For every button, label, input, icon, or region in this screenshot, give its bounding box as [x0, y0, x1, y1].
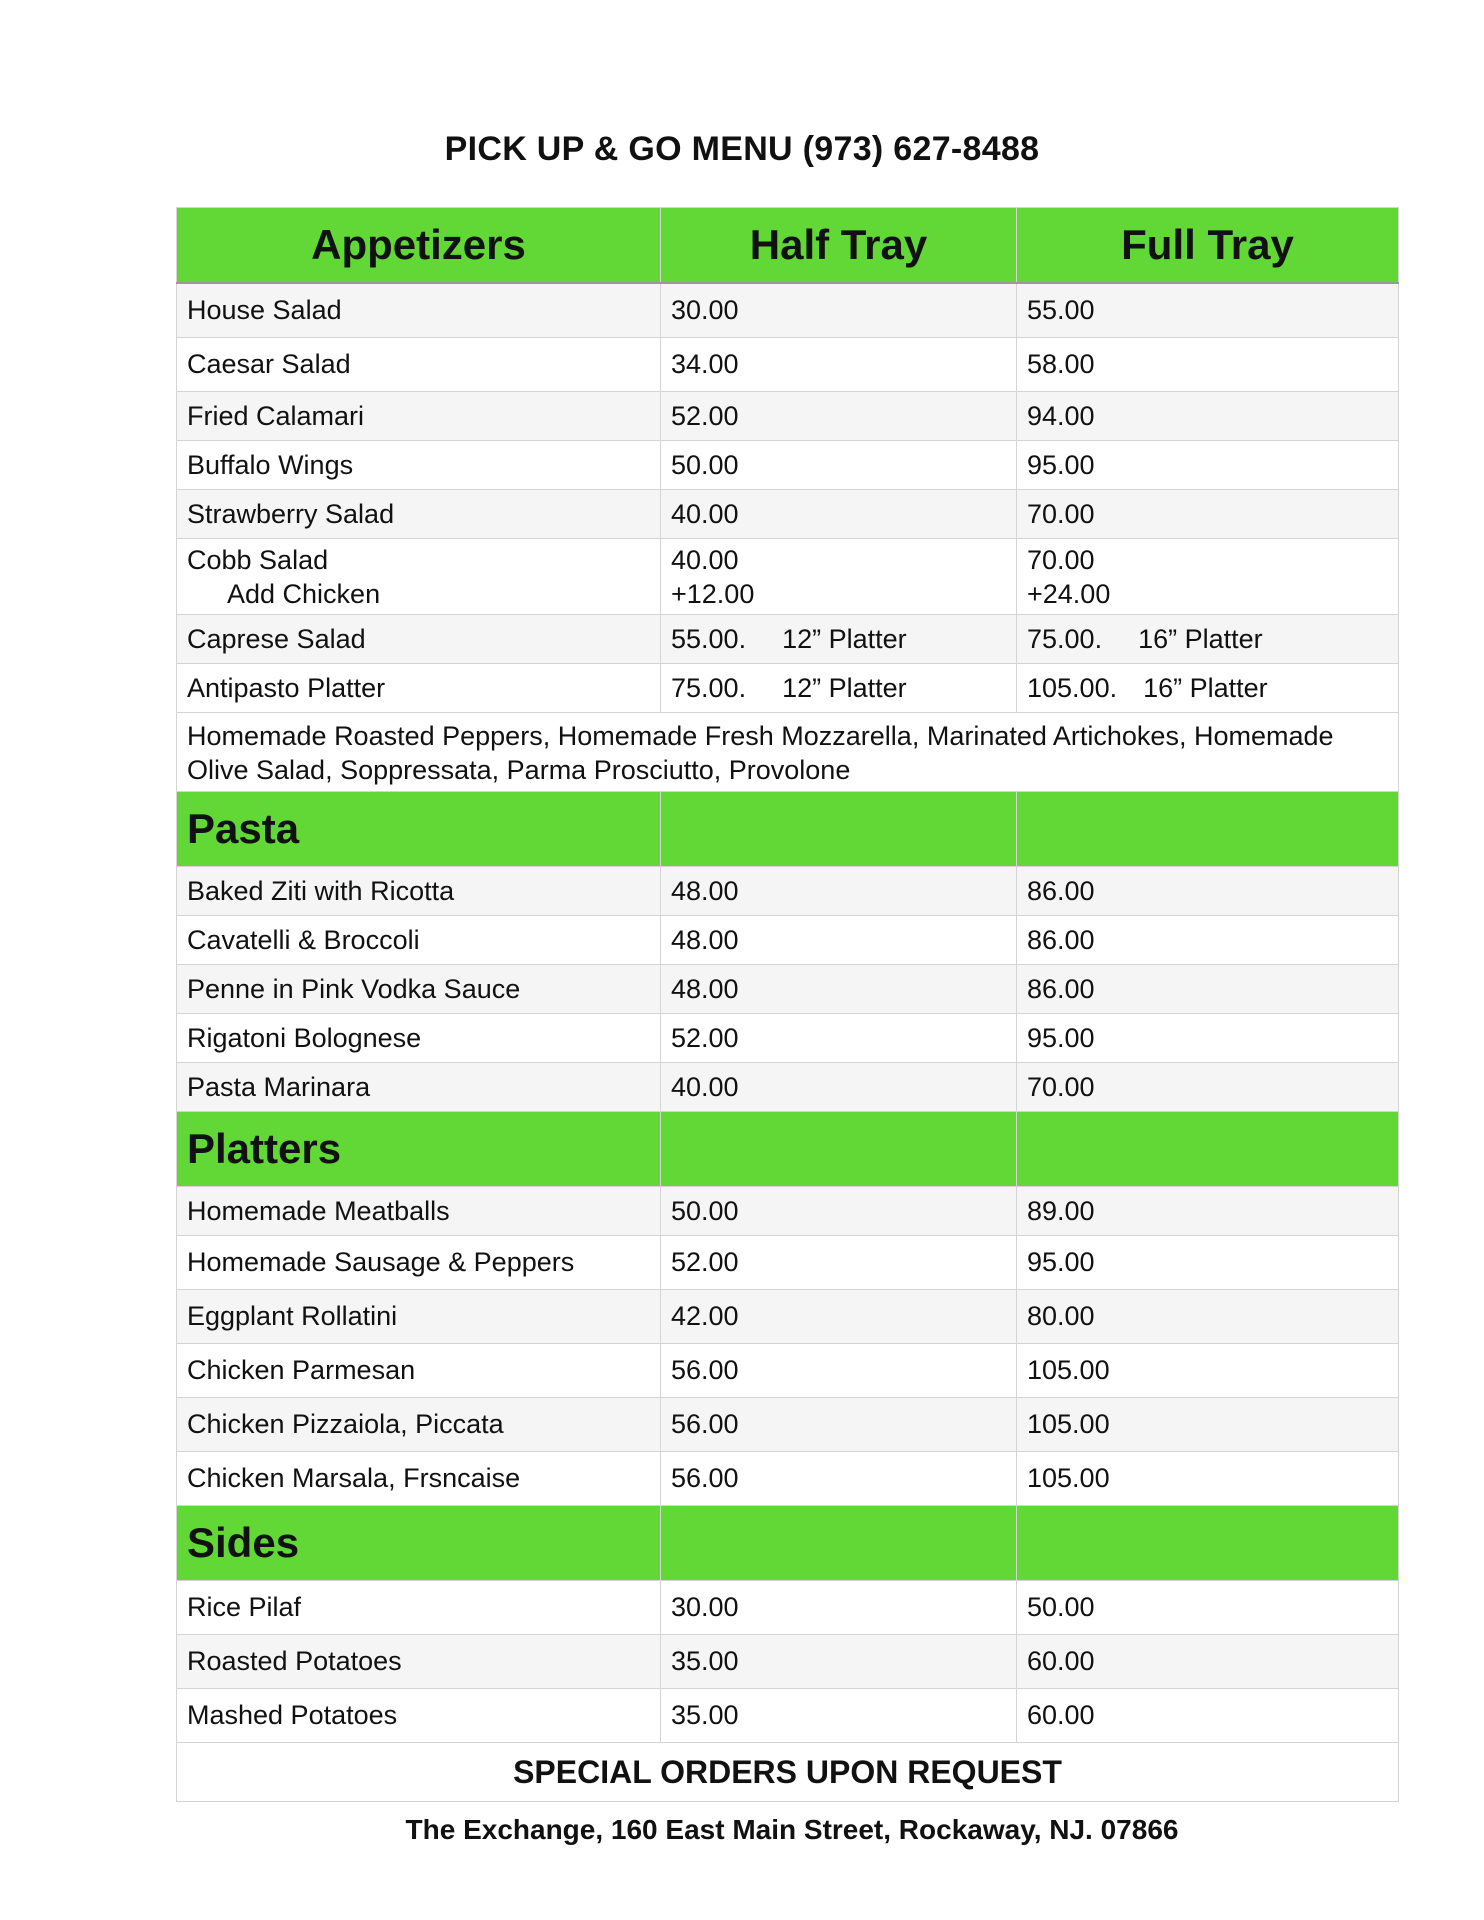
half-tray-price: 40.00	[661, 490, 1017, 539]
half-tray-price: 48.00	[661, 916, 1017, 965]
item-name: House Salad	[177, 283, 661, 338]
half-tray-price: 34.00	[661, 338, 1017, 392]
half-tray-price-main: 75.00.	[671, 672, 747, 703]
full-tray-price: 55.00	[1017, 283, 1399, 338]
item-name: Cavatelli & Broccoli	[177, 916, 661, 965]
full-tray-price: 86.00	[1017, 867, 1399, 916]
section-title: Pasta	[177, 792, 661, 867]
table-row	[177, 283, 1399, 338]
full-tray-price-main: 105.00.	[1027, 672, 1118, 703]
full-tray-price: 95.00	[1017, 441, 1399, 490]
section-header-sides	[177, 1506, 1399, 1581]
item-name: Strawberry Salad	[177, 490, 661, 539]
half-tray-size-note: 12” Platter	[782, 672, 907, 703]
half-tray-price: 30.00	[661, 283, 1017, 338]
table-row	[177, 1689, 1399, 1743]
column-header-half-tray: Half Tray	[661, 208, 1017, 284]
item-addon: Add Chicken	[227, 578, 381, 609]
full-tray-price: 70.00	[1017, 1063, 1399, 1112]
full-tray-price	[1017, 664, 1399, 713]
item-name: Roasted Potatoes	[177, 1635, 661, 1689]
half-tray-price: 35.00	[661, 1635, 1017, 1689]
full-tray-price	[1017, 615, 1399, 664]
full-tray-price: 86.00	[1017, 916, 1399, 965]
full-tray-price-main: 70.00	[1027, 544, 1095, 575]
column-header-full-tray: Full Tray	[1017, 208, 1399, 284]
item-name: Homemade Sausage & Peppers	[177, 1236, 661, 1290]
item-name: Buffalo Wings	[177, 441, 661, 490]
table-row	[177, 965, 1399, 1014]
half-tray-price	[661, 664, 1017, 713]
table-row	[177, 1187, 1399, 1236]
half-tray-price: 48.00	[661, 867, 1017, 916]
full-tray-price: 58.00	[1017, 338, 1399, 392]
half-tray-price	[661, 615, 1017, 664]
section-title: Platters	[177, 1112, 661, 1187]
item-name: Antipasto Platter	[177, 664, 661, 713]
antipasto-description: Homemade Roasted Peppers, Homemade Fresh Mozzarella, Marinated Artichokes, Homemade Olive Salad, Soppressata, Parma Prosciutto, Provolone	[177, 713, 1399, 792]
item-name: Chicken Pizzaiola, Piccata	[177, 1398, 661, 1452]
table-row	[177, 1290, 1399, 1344]
full-tray-price: 50.00	[1017, 1581, 1399, 1635]
full-tray-price: 70.00	[1017, 490, 1399, 539]
section-header-platters	[177, 1112, 1399, 1187]
table-row	[177, 615, 1399, 664]
table-row	[177, 539, 1399, 615]
table-row	[177, 1398, 1399, 1452]
half-tray-price: 48.00	[661, 965, 1017, 1014]
half-tray-size-note: 12” Platter	[782, 623, 907, 654]
half-tray-price: 30.00	[661, 1581, 1017, 1635]
special-orders-row	[177, 1743, 1399, 1802]
table-row	[177, 441, 1399, 490]
half-tray-price: 56.00	[661, 1452, 1017, 1506]
special-orders-text: SPECIAL ORDERS UPON REQUEST	[177, 1743, 1399, 1802]
item-name: Eggplant Rollatini	[177, 1290, 661, 1344]
item-name: Chicken Marsala, Frsncaise	[177, 1452, 661, 1506]
table-row	[177, 392, 1399, 441]
full-tray-price: 105.00	[1017, 1344, 1399, 1398]
table-row	[177, 664, 1399, 713]
half-tray-price: 50.00	[661, 1187, 1017, 1236]
item-name: Chicken Parmesan	[177, 1344, 661, 1398]
half-tray-price: 42.00	[661, 1290, 1017, 1344]
item-name	[177, 539, 661, 615]
section-title: Sides	[177, 1506, 661, 1581]
table-row	[177, 1063, 1399, 1112]
full-tray-price: 95.00	[1017, 1014, 1399, 1063]
half-tray-price: 50.00	[661, 441, 1017, 490]
full-tray-price-main: 75.00.	[1027, 623, 1103, 654]
half-tray-price-main: 40.00	[671, 544, 739, 575]
full-tray-addon-price: +24.00	[1027, 578, 1111, 609]
full-tray-price: 94.00	[1017, 392, 1399, 441]
item-name: Caprese Salad	[177, 615, 661, 664]
half-tray-price: 52.00	[661, 1014, 1017, 1063]
full-tray-size-note: 16” Platter	[1143, 672, 1268, 703]
table-row	[177, 1014, 1399, 1063]
table-row	[177, 1581, 1399, 1635]
item-name: Penne in Pink Vodka Sauce	[177, 965, 661, 1014]
item-name: Baked Ziti with Ricotta	[177, 867, 661, 916]
half-tray-price: 52.00	[661, 1236, 1017, 1290]
half-tray-price: 56.00	[661, 1398, 1017, 1452]
half-tray-price: 56.00	[661, 1344, 1017, 1398]
table-row	[177, 916, 1399, 965]
half-tray-price: 52.00	[661, 392, 1017, 441]
item-name: Fried Calamari	[177, 392, 661, 441]
table-header-row	[177, 208, 1399, 284]
item-name: Rice Pilaf	[177, 1581, 661, 1635]
half-tray-addon-price: +12.00	[671, 578, 755, 609]
full-tray-size-note: 16” Platter	[1138, 623, 1263, 654]
antipasto-note-row	[177, 713, 1399, 792]
half-tray-price: 40.00	[661, 1063, 1017, 1112]
half-tray-price: 35.00	[661, 1689, 1017, 1743]
table-row	[177, 338, 1399, 392]
section-header-pasta	[177, 792, 1399, 867]
table-row	[177, 490, 1399, 539]
address: The Exchange, 160 East Main Street, Rockaway, NJ. 07866	[405, 1814, 1179, 1845]
item-name: Mashed Potatoes	[177, 1689, 661, 1743]
full-tray-price: 105.00	[1017, 1452, 1399, 1506]
table-row	[177, 1452, 1399, 1506]
half-tray-price-main: 55.00.	[671, 623, 747, 654]
item-name: Homemade Meatballs	[177, 1187, 661, 1236]
table-row	[177, 1635, 1399, 1689]
full-tray-price: 95.00	[1017, 1236, 1399, 1290]
full-tray-price: 80.00	[1017, 1290, 1399, 1344]
full-tray-price: 105.00	[1017, 1398, 1399, 1452]
item-name-main: Cobb Salad	[187, 544, 329, 575]
item-name: Pasta Marinara	[177, 1063, 661, 1112]
table-row	[177, 867, 1399, 916]
full-tray-price: 89.00	[1017, 1187, 1399, 1236]
item-name: Caesar Salad	[177, 338, 661, 392]
menu-table	[176, 207, 1399, 1802]
full-tray-price: 60.00	[1017, 1689, 1399, 1743]
half-tray-price	[661, 539, 1017, 615]
table-row	[177, 1344, 1399, 1398]
column-header-appetizers: Appetizers	[177, 208, 661, 284]
table-row	[177, 1236, 1399, 1290]
item-name: Rigatoni Bolognese	[177, 1014, 661, 1063]
full-tray-price: 60.00	[1017, 1635, 1399, 1689]
full-tray-price	[1017, 539, 1399, 615]
page-title: PICK UP & GO MENU (973) 627-8488	[444, 130, 1040, 168]
full-tray-price: 86.00	[1017, 965, 1399, 1014]
